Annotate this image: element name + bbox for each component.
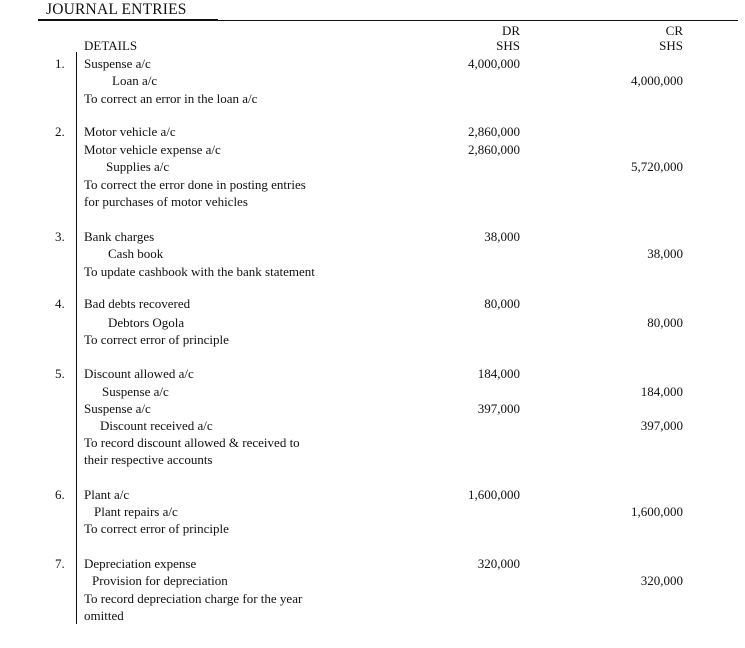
entry-3-cr-amount: 38,000 bbox=[647, 246, 683, 261]
details-column-divider bbox=[76, 52, 77, 624]
entry-2-line: for purchases of motor vehicles bbox=[84, 194, 248, 209]
entry-6-number: 6. bbox=[55, 487, 65, 502]
entry-4-number: 4. bbox=[55, 296, 65, 311]
cr-header: CR bbox=[665, 23, 683, 38]
entry-5-dr-amount: 397,000 bbox=[477, 401, 520, 416]
entry-2-line: To correct the error done in posting entries bbox=[84, 177, 306, 192]
entry-1-cr-amount: 4,000,000 bbox=[631, 73, 683, 88]
entry-3-line: To update cashbook with the bank statement bbox=[84, 264, 315, 279]
entry-2-line: Supplies a/c bbox=[106, 159, 170, 174]
entry-2-number: 2. bbox=[55, 124, 65, 139]
entry-5-line: To record discount allowed & received to bbox=[84, 435, 300, 450]
entry-7-line: Provision for depreciation bbox=[92, 573, 228, 588]
entry-5-line: Suspense a/c bbox=[102, 384, 169, 399]
entry-7-line: Depreciation expense bbox=[84, 556, 197, 571]
entry-1-number: 1. bbox=[55, 56, 65, 71]
entry-7-number: 7. bbox=[55, 556, 65, 571]
entry-5-number: 5. bbox=[55, 366, 65, 381]
entry-4-line: Debtors Ogola bbox=[108, 315, 185, 330]
entry-4-dr-amount: 80,000 bbox=[484, 296, 520, 311]
cr-unit-header: SHS bbox=[659, 38, 683, 53]
entry-1-line: To correct an error in the loan a/c bbox=[84, 91, 258, 106]
entry-4-cr-amount: 80,000 bbox=[647, 315, 683, 330]
entry-3-line: Bank charges bbox=[84, 229, 155, 244]
entry-3-number: 3. bbox=[55, 229, 65, 244]
entry-3-dr-amount: 38,000 bbox=[484, 229, 520, 244]
entry-3-line: Cash book bbox=[108, 246, 164, 261]
entry-2-line: Motor vehicle expense a/c bbox=[84, 142, 221, 157]
entry-4-line: Bad debts recovered bbox=[84, 296, 191, 311]
entry-2-line: Motor vehicle a/c bbox=[84, 124, 176, 139]
dr-unit-header: SHS bbox=[496, 38, 520, 53]
entry-5-line: their respective accounts bbox=[84, 452, 213, 467]
entry-4-line: To correct error of principle bbox=[84, 332, 229, 347]
entry-6-cr-amount: 1,600,000 bbox=[631, 504, 683, 519]
entry-5-line: Discount allowed a/c bbox=[84, 366, 194, 381]
entry-5-line: Discount received a/c bbox=[100, 418, 213, 433]
entry-5-dr-amount: 184,000 bbox=[477, 366, 520, 381]
entry-6-dr-amount: 1,600,000 bbox=[468, 487, 520, 502]
entry-1-line: Suspense a/c bbox=[84, 56, 151, 71]
entry-7-line: To record depreciation charge for the year bbox=[84, 591, 303, 606]
entry-2-cr-amount: 5,720,000 bbox=[631, 159, 683, 174]
entry-6-line: Plant a/c bbox=[84, 487, 130, 502]
entry-5-cr-amount: 184,000 bbox=[640, 384, 683, 399]
entry-7-line: omitted bbox=[84, 608, 124, 623]
entry-2-dr-amount: 2,860,000 bbox=[468, 124, 520, 139]
table-top-rule bbox=[38, 20, 738, 21]
entry-5-line: Suspense a/c bbox=[84, 401, 151, 416]
entry-2-dr-amount: 2,860,000 bbox=[468, 142, 520, 157]
entry-7-cr-amount: 320,000 bbox=[640, 573, 683, 588]
entry-1-dr-amount: 4,000,000 bbox=[468, 56, 520, 71]
entry-6-line: Plant repairs a/c bbox=[94, 504, 178, 519]
page-title: JOURNAL ENTRIES bbox=[46, 1, 187, 18]
details-header: DETAILS bbox=[84, 38, 138, 53]
entry-6-line: To correct error of principle bbox=[84, 521, 229, 536]
dr-header: DR bbox=[501, 23, 520, 38]
entry-7-dr-amount: 320,000 bbox=[477, 556, 520, 571]
entry-1-line: Loan a/c bbox=[112, 73, 158, 88]
entry-5-cr-amount: 397,000 bbox=[640, 418, 683, 433]
